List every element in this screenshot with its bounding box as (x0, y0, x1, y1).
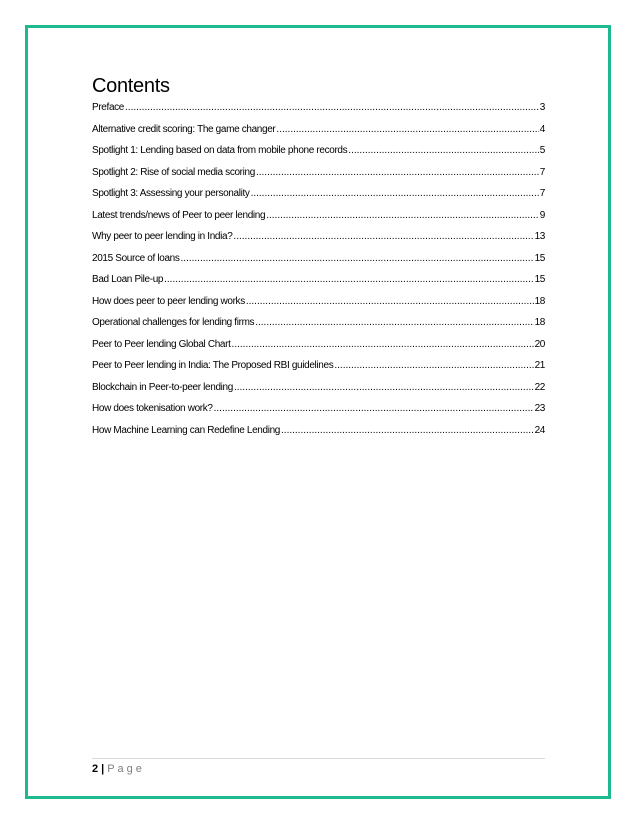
toc-entry-page: 7 (539, 188, 545, 199)
dot-leader (234, 382, 534, 393)
page-footer (92, 763, 145, 775)
toc-entry-page: 18 (534, 295, 545, 307)
dot-leader (246, 296, 534, 307)
toc-entry-how-p2p-works[interactable] (92, 296, 545, 318)
toc-entry-rbi-guidelines[interactable] (92, 360, 545, 382)
toc-entry-spotlight-1[interactable] (92, 145, 545, 167)
toc-entry-label: Peer to Peer lending Global Chart (92, 338, 231, 350)
toc-entry-page: 13 (534, 231, 545, 242)
toc-title: Contents (92, 75, 170, 97)
dot-leader (276, 124, 538, 135)
toc-entry-label: Spotlight 1: Lending based on data from mobile phone records (92, 145, 348, 156)
toc-entry-page: 20 (534, 338, 545, 350)
toc-entry-label: 2015 Source of loans (92, 252, 180, 264)
toc-entry-label: Spotlight 2: Rise of social media scoring (92, 166, 255, 178)
toc-entry-label: Operational challenges for lending firms (92, 317, 255, 328)
toc-entry-label: How Machine Learning can Redefine Lending (92, 424, 281, 436)
dot-leader (251, 188, 539, 199)
toc-entry-page: 15 (534, 274, 545, 285)
toc-entry-page: 9 (539, 209, 545, 221)
toc-entry-page: 21 (534, 360, 545, 371)
toc-entry-spotlight-2[interactable] (92, 167, 545, 189)
toc-entry-label: Spotlight 3: Assessing your personality (92, 188, 250, 199)
toc-entry-page: 5 (539, 145, 545, 156)
footer-separator: | (101, 763, 105, 775)
toc-entry-bad-loan-pile-up[interactable] (92, 274, 545, 296)
toc-entry-label: Why peer to peer lending in India? (92, 231, 233, 242)
toc-entry-page: 4 (539, 123, 545, 135)
toc-entry-label: Preface (92, 102, 125, 113)
toc-entry-label: Blockchain in Peer-to-peer lending (92, 381, 233, 393)
toc-entry-tokenisation[interactable] (92, 403, 545, 425)
toc-entry-label: Alternative credit scoring: The game changer (92, 123, 276, 135)
toc-entry-global-chart[interactable] (92, 339, 545, 361)
footer-page-word: Page (107, 763, 145, 775)
dot-leader (125, 102, 539, 113)
toc-entry-page: 3 (539, 102, 545, 113)
toc-entry-page: 22 (534, 381, 545, 393)
dot-leader (164, 274, 533, 285)
dot-leader (281, 425, 534, 436)
footer-divider (92, 758, 545, 759)
toc-entry-blockchain[interactable] (92, 382, 545, 404)
dot-leader (181, 253, 534, 264)
dot-leader (233, 231, 533, 242)
dot-leader (348, 145, 538, 156)
toc-entry-label: How does tokenisation work? (92, 403, 213, 414)
dot-leader (214, 403, 534, 414)
dot-leader (232, 339, 534, 350)
dot-leader (255, 317, 533, 328)
toc-entry-2015-source-of-loans[interactable] (92, 253, 545, 275)
toc-entry-label: Latest trends/news of Peer to peer lending (92, 209, 266, 221)
toc-entry-page: 18 (534, 317, 545, 328)
toc-entry-label: How does peer to peer lending works (92, 295, 245, 307)
toc-entry-latest-trends[interactable] (92, 210, 545, 232)
footer-page-number: 2 (92, 763, 99, 775)
dot-leader (256, 167, 539, 178)
toc-entry-preface[interactable] (92, 102, 545, 124)
toc-list (92, 102, 545, 446)
toc-entry-label: Peer to Peer lending in India: The Proposed RBI guidelines (92, 360, 334, 371)
toc-entry-why-p2p-india[interactable] (92, 231, 545, 253)
toc-entry-spotlight-3[interactable] (92, 188, 545, 210)
toc-entry-operational-challenges[interactable] (92, 317, 545, 339)
toc-entry-machine-learning[interactable] (92, 425, 545, 447)
toc-entry-page: 24 (534, 424, 545, 436)
toc-entry-page: 7 (539, 166, 545, 178)
toc-entry-alternative-credit-scoring[interactable] (92, 124, 545, 146)
dot-leader (334, 360, 533, 371)
dot-leader (266, 210, 539, 221)
toc-entry-label: Bad Loan Pile-up (92, 274, 164, 285)
toc-entry-page: 15 (534, 252, 545, 264)
toc-entry-page: 23 (534, 403, 545, 414)
